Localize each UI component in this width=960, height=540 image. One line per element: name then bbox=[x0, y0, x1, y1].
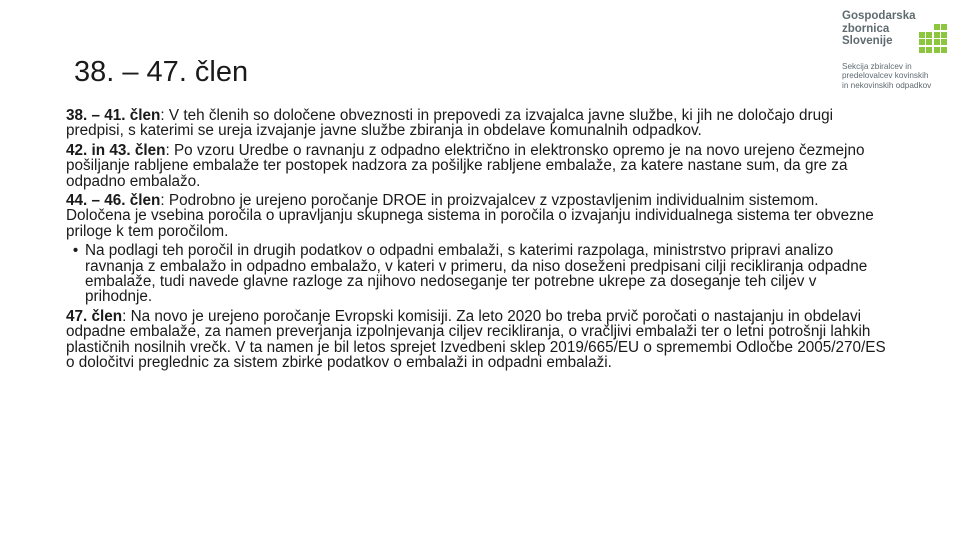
logo-name-line: zbornica bbox=[842, 22, 890, 35]
article-lead: 42. in 43. člen bbox=[66, 141, 166, 159]
article-paragraph bbox=[66, 108, 886, 139]
logo-name bbox=[842, 10, 916, 48]
bullet-icon: • bbox=[72, 242, 79, 260]
bullet-text: Na podlagi teh poročil in drugih podatkov o odpadni embalaži, s katerimi razpolaga, ministrstvo pripravi analizo ravnanja z embalažo in odpadno embalažo, v kateri v primeru, da niso doseženi predpisani cilji recikliranja odpadne embalaže, tudi navede glavne razloge za njihovo nedoseganje ter potrebne ukrepe za doseganje teh ciljev v prihodnje. bbox=[85, 242, 868, 306]
article-paragraph bbox=[66, 309, 886, 371]
article-lead: 47. člen bbox=[66, 307, 123, 325]
chamber-logo bbox=[842, 10, 954, 90]
logo-grid-icon bbox=[919, 24, 948, 53]
logo-sector-line: predelovalcev kovinskih bbox=[842, 71, 929, 80]
article-lead: 38. – 41. člen bbox=[66, 107, 161, 124]
logo-sector bbox=[842, 62, 954, 91]
article-text: : Podrobno je urejeno poročanje DROE in proizvajalcev z vzpostavljenim individualnim sistemom. Določena je vsebina poročila o upravljanju skupnega sistema in poročila o izvajanju individualnega sistema ter obvezne priloge k tem poročilom. bbox=[66, 192, 874, 240]
slide-body bbox=[66, 108, 886, 375]
logo-sector-line: Sekcija zbiralcev in bbox=[842, 61, 912, 71]
article-paragraph bbox=[66, 193, 886, 239]
logo-name-line: Slovenije bbox=[842, 35, 893, 47]
article-text: : V teh členih so določene obveznosti in prepovedi za izvajalca javne službe, ki jih ne določajo drugi predpisi, s katerimi se ureja izvajanje javne službe zbiranja in obdelave komunalnih odpadkov. bbox=[66, 107, 834, 140]
slide-title: 38. – 47. člen bbox=[74, 56, 249, 88]
logo-sector-line: in nekovinskih odpadkov bbox=[842, 80, 932, 90]
article-lead: 44. – 46. člen bbox=[66, 192, 161, 210]
bullet-item bbox=[66, 243, 886, 305]
article-paragraph bbox=[66, 143, 886, 189]
article-text: : Po vzoru Uredbe o ravnanju z odpadno električno in elektronsko opremo je na novo urejeno čezmejno pošiljanje rabljene embalaže ter postopek nadzora za pošiljke rabljene embalaže, za katere nastane sum, da gre za odpadno embalažo. bbox=[66, 141, 865, 190]
article-text: : Na novo je urejeno poročanje Evropski komisiji. Za leto 2020 bo treba prvič poročati o nastajanju in obdelavi odpadne embalaže, za namen preverjanja izpolnjevanja ciljev recikliranja, o vračljivi embalaži ter o letni potrošnji lahkih plastičnih nosilnih vrečk. V ta namen je bil letos sprejet Izvedbeni sklep 2019/665/EU o spremembi Odločbe 2005/270/ES o določitvi preglednic za sistem zbirke podatkov o embalaži in odpadni embalaži. bbox=[66, 307, 886, 372]
logo-name-line: Gospodarska bbox=[842, 10, 916, 22]
